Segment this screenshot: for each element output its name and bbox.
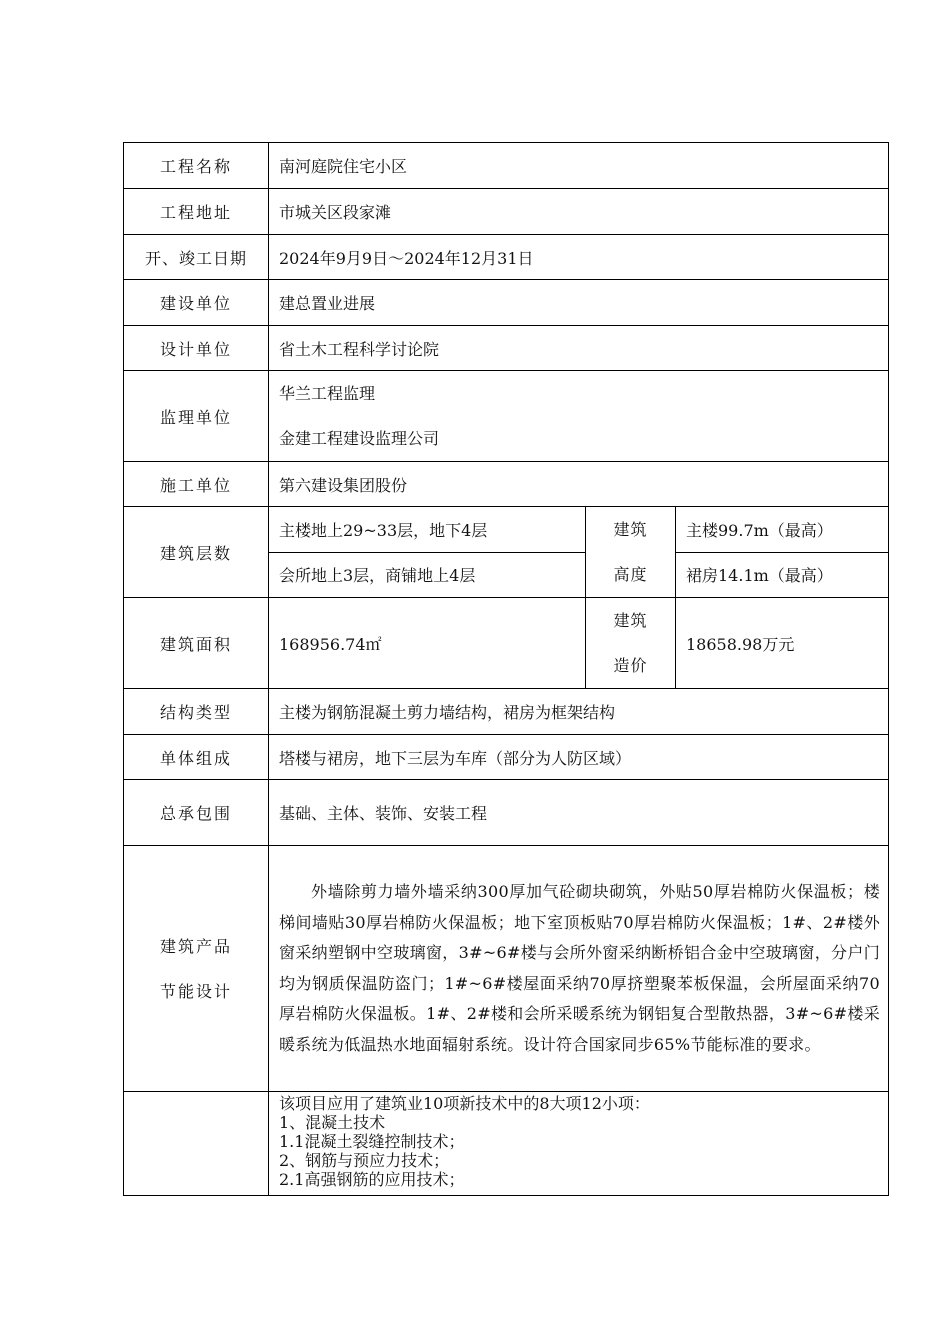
label-energy	[124, 846, 269, 1092]
row-owner	[124, 280, 889, 326]
value-dates: 2024年9月9日～2024年12月31日	[269, 235, 889, 280]
label-height-line1: 建筑	[613, 520, 648, 539]
row-contractor	[124, 462, 889, 507]
value-area: 168956.74㎡	[269, 598, 586, 689]
row-dates	[124, 235, 889, 280]
value-designer: 省土木工程科学讨论院	[269, 326, 889, 371]
row-structure	[124, 689, 889, 735]
label-owner: 建设单位	[124, 280, 269, 326]
value-project-name: 南河庭院住宅小区	[269, 143, 889, 189]
label-project-address: 工程地址	[124, 189, 269, 235]
row-area	[124, 598, 889, 689]
row-energy	[124, 846, 889, 1092]
label-cost	[586, 598, 676, 689]
value-owner: 建总置业进展	[269, 280, 889, 326]
label-floors: 建筑层数	[124, 507, 269, 598]
label-tech	[124, 1092, 269, 1196]
value-height-main: 主楼99.7m（最高）	[676, 507, 889, 553]
value-floors-club: 会所地上3层，商铺地上4层	[269, 552, 586, 598]
value-project-address: 市城关区段家滩	[269, 189, 889, 235]
row-supervisor	[124, 371, 889, 462]
supervisor-2: 金建工程建设监理公司	[279, 429, 440, 448]
label-structure: 结构类型	[124, 689, 269, 735]
row-designer	[124, 326, 889, 371]
tech-line: 2、钢筋与预应力技术；	[279, 1151, 450, 1170]
tech-line: 1.1混凝土裂缝控制技术；	[279, 1132, 465, 1151]
value-cost: 18658.98万元	[676, 598, 889, 689]
row-composition	[124, 735, 889, 780]
value-floors-main: 主楼地上29~33层，地下4层	[269, 507, 586, 553]
label-project-name: 工程名称	[124, 143, 269, 189]
value-tech	[269, 1092, 889, 1196]
label-cost-line2: 造价	[613, 656, 648, 675]
project-info-table	[123, 142, 889, 1196]
value-composition: 塔楼与裙房，地下三层为车库（部分为人防区域）	[269, 735, 889, 780]
label-area: 建筑面积	[124, 598, 269, 689]
value-height-podium: 裙房14.1m（最高）	[676, 552, 889, 598]
value-supervisor	[269, 371, 889, 462]
row-floors-1	[124, 507, 889, 553]
tech-line: 该项目应用了建筑业10项新技术中的8大项12小项：	[279, 1094, 650, 1113]
label-scope: 总承包围	[124, 780, 269, 846]
value-energy: 外墙除剪力墙外墙采纳300厚加气砼砌块砌筑，外贴50厚岩棉防火保温板；楼梯间墙贴30厚岩棉防火保温板；地下室顶板贴70厚岩棉防火保温板；1#、2#楼外窗采纳塑钢中空玻璃窗，3#~6#楼与会所外窗采纳断桥铝合金中空玻璃窗，分户门均为钢质保温防盗门；1#~6#楼屋面采纳70厚挤塑聚苯板保温，会所屋面采纳70厚岩棉防火保温板。1#、2#楼和会所采暖系统为钢铝复合型散热器，3#~6#楼采暖系统为低温热水地面辐射系统。设计符合国家同步65%节能标准的要求。	[269, 846, 889, 1092]
value-contractor: 第六建设集团股份	[269, 462, 889, 507]
row-project-name	[124, 143, 889, 189]
label-energy-line2: 节能设计	[159, 981, 232, 1001]
label-cost-line1: 建筑	[613, 611, 648, 630]
tech-line: 1、混凝土技术	[279, 1113, 386, 1132]
label-designer: 设计单位	[124, 326, 269, 371]
label-contractor: 施工单位	[124, 462, 269, 507]
label-energy-line1: 建筑产品	[159, 936, 232, 956]
row-tech	[124, 1092, 889, 1196]
label-composition: 单体组成	[124, 735, 269, 780]
label-height-line2: 高度	[613, 565, 648, 584]
row-scope	[124, 780, 889, 846]
value-scope: 基础、主体、装饰、安装工程	[269, 780, 889, 846]
tech-line: 2.1高强钢筋的应用技术；	[279, 1170, 465, 1189]
row-project-address	[124, 189, 889, 235]
label-height	[586, 507, 676, 598]
supervisor-1: 华兰工程监理	[279, 384, 376, 403]
label-dates: 开、竣工日期	[124, 235, 269, 280]
value-structure: 主楼为钢筋混凝土剪力墙结构，裙房为框架结构	[269, 689, 889, 735]
label-supervisor: 监理单位	[124, 371, 269, 462]
